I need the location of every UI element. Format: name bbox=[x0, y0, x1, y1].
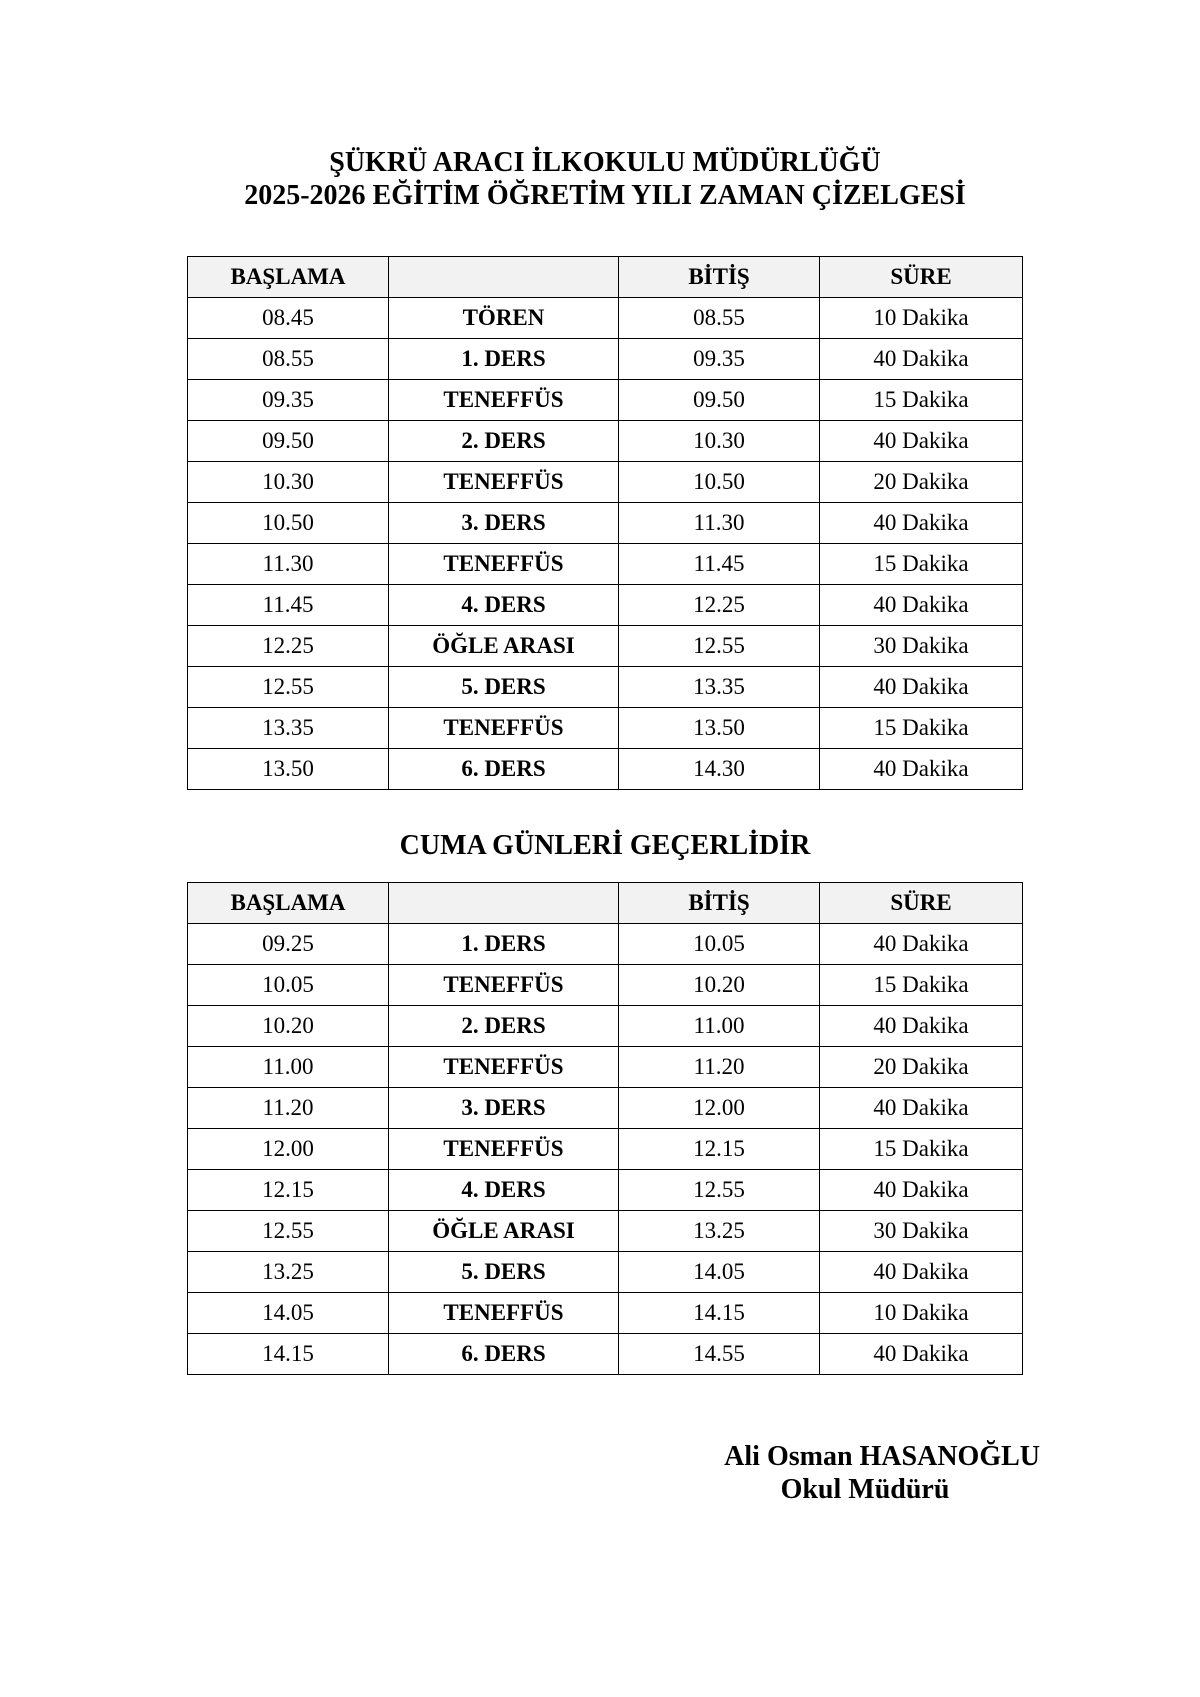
cell-end: 12.25 bbox=[619, 585, 820, 626]
cell-duration: 40 Dakika bbox=[820, 1334, 1023, 1375]
cell-start: 12.55 bbox=[188, 667, 389, 708]
cell-duration: 40 Dakika bbox=[820, 421, 1023, 462]
cell-activity: TÖREN bbox=[389, 298, 619, 339]
table-row bbox=[188, 1211, 1023, 1252]
column-header-duration: SÜRE bbox=[820, 883, 1023, 924]
table-row bbox=[188, 380, 1023, 421]
weekday-schedule-table bbox=[187, 256, 1023, 790]
cell-duration: 10 Dakika bbox=[820, 298, 1023, 339]
cell-activity: 6. DERS bbox=[389, 1334, 619, 1375]
principal-title: Okul Müdürü bbox=[780, 1474, 950, 1505]
friday-section-title: CUMA GÜNLERİ GEÇERLİDİR bbox=[399, 830, 811, 861]
cell-start: 08.55 bbox=[188, 339, 389, 380]
table-row bbox=[188, 708, 1023, 749]
cell-end: 14.30 bbox=[619, 749, 820, 790]
column-header-activity bbox=[389, 883, 619, 924]
table-row bbox=[188, 1129, 1023, 1170]
cell-duration: 15 Dakika bbox=[820, 1129, 1023, 1170]
cell-duration: 40 Dakika bbox=[820, 503, 1023, 544]
cell-duration: 40 Dakika bbox=[820, 924, 1023, 965]
cell-end: 13.25 bbox=[619, 1211, 820, 1252]
column-header-duration: SÜRE bbox=[820, 257, 1023, 298]
column-header-start: BAŞLAMA bbox=[188, 883, 389, 924]
cell-start: 11.20 bbox=[188, 1088, 389, 1129]
table-row bbox=[188, 1170, 1023, 1211]
cell-duration: 40 Dakika bbox=[820, 1252, 1023, 1293]
cell-start: 10.20 bbox=[188, 1006, 389, 1047]
page-title bbox=[0, 146, 1200, 212]
cell-end: 10.05 bbox=[619, 924, 820, 965]
cell-duration: 15 Dakika bbox=[820, 708, 1023, 749]
table-header-row bbox=[188, 883, 1023, 924]
table-row bbox=[188, 503, 1023, 544]
cell-start: 09.35 bbox=[188, 380, 389, 421]
table-row bbox=[188, 1088, 1023, 1129]
cell-end: 09.50 bbox=[619, 380, 820, 421]
table-row bbox=[188, 965, 1023, 1006]
cell-activity: TENEFFÜS bbox=[389, 1129, 619, 1170]
cell-end: 11.45 bbox=[619, 544, 820, 585]
cell-duration: 20 Dakika bbox=[820, 462, 1023, 503]
cell-end: 10.20 bbox=[619, 965, 820, 1006]
cell-end: 12.55 bbox=[619, 1170, 820, 1211]
table-row bbox=[188, 544, 1023, 585]
cell-end: 11.20 bbox=[619, 1047, 820, 1088]
table-row bbox=[188, 298, 1023, 339]
cell-activity: 1. DERS bbox=[389, 924, 619, 965]
column-header-end: BİTİŞ bbox=[619, 883, 820, 924]
cell-start: 14.05 bbox=[188, 1293, 389, 1334]
cell-end: 12.15 bbox=[619, 1129, 820, 1170]
cell-end: 14.15 bbox=[619, 1293, 820, 1334]
cell-duration: 40 Dakika bbox=[820, 339, 1023, 380]
table-row bbox=[188, 585, 1023, 626]
cell-duration: 40 Dakika bbox=[820, 1006, 1023, 1047]
table-row bbox=[188, 339, 1023, 380]
cell-duration: 15 Dakika bbox=[820, 965, 1023, 1006]
cell-activity: TENEFFÜS bbox=[389, 965, 619, 1006]
cell-activity: 4. DERS bbox=[389, 1170, 619, 1211]
cell-duration: 30 Dakika bbox=[820, 1211, 1023, 1252]
schedule-title: 2025-2026 EĞİTİM ÖĞRETİM YILI ZAMAN ÇİZELGESİ bbox=[244, 180, 966, 211]
cell-activity: TENEFFÜS bbox=[389, 380, 619, 421]
cell-start: 11.45 bbox=[188, 585, 389, 626]
cell-activity: 5. DERS bbox=[389, 667, 619, 708]
table-row bbox=[188, 1006, 1023, 1047]
cell-activity: 5. DERS bbox=[389, 1252, 619, 1293]
cell-end: 11.00 bbox=[619, 1006, 820, 1047]
cell-end: 13.50 bbox=[619, 708, 820, 749]
column-header-activity bbox=[389, 257, 619, 298]
cell-duration: 40 Dakika bbox=[820, 1170, 1023, 1211]
cell-duration: 30 Dakika bbox=[820, 626, 1023, 667]
cell-start: 10.50 bbox=[188, 503, 389, 544]
cell-duration: 40 Dakika bbox=[820, 749, 1023, 790]
cell-end: 13.35 bbox=[619, 667, 820, 708]
cell-activity: 3. DERS bbox=[389, 1088, 619, 1129]
cell-start: 13.25 bbox=[188, 1252, 389, 1293]
table-row bbox=[188, 1334, 1023, 1375]
table-row bbox=[188, 749, 1023, 790]
cell-start: 10.30 bbox=[188, 462, 389, 503]
cell-end: 12.00 bbox=[619, 1088, 820, 1129]
cell-end: 11.30 bbox=[619, 503, 820, 544]
cell-end: 14.55 bbox=[619, 1334, 820, 1375]
cell-duration: 40 Dakika bbox=[820, 585, 1023, 626]
cell-activity: TENEFFÜS bbox=[389, 708, 619, 749]
cell-activity: 3. DERS bbox=[389, 503, 619, 544]
cell-end: 10.30 bbox=[619, 421, 820, 462]
cell-activity: 2. DERS bbox=[389, 421, 619, 462]
cell-activity: TENEFFÜS bbox=[389, 1047, 619, 1088]
cell-end: 09.35 bbox=[619, 339, 820, 380]
cell-duration: 10 Dakika bbox=[820, 1293, 1023, 1334]
cell-activity: 4. DERS bbox=[389, 585, 619, 626]
cell-start: 09.50 bbox=[188, 421, 389, 462]
cell-start: 13.35 bbox=[188, 708, 389, 749]
cell-activity: TENEFFÜS bbox=[389, 544, 619, 585]
cell-start: 13.50 bbox=[188, 749, 389, 790]
signature-block bbox=[690, 1440, 1040, 1506]
cell-duration: 40 Dakika bbox=[820, 1088, 1023, 1129]
cell-end: 12.55 bbox=[619, 626, 820, 667]
table-row bbox=[188, 626, 1023, 667]
column-header-start: BAŞLAMA bbox=[188, 257, 389, 298]
cell-start: 14.15 bbox=[188, 1334, 389, 1375]
table-row bbox=[188, 1047, 1023, 1088]
cell-start: 12.00 bbox=[188, 1129, 389, 1170]
table-row bbox=[188, 924, 1023, 965]
cell-activity: TENEFFÜS bbox=[389, 1293, 619, 1334]
cell-activity: 6. DERS bbox=[389, 749, 619, 790]
school-name: ŞÜKRÜ ARACI İLKOKULU MÜDÜRLÜĞÜ bbox=[329, 147, 881, 178]
cell-duration: 15 Dakika bbox=[820, 544, 1023, 585]
cell-start: 10.05 bbox=[188, 965, 389, 1006]
cell-start: 11.30 bbox=[188, 544, 389, 585]
column-header-end: BİTİŞ bbox=[619, 257, 820, 298]
cell-duration: 15 Dakika bbox=[820, 380, 1023, 421]
cell-end: 08.55 bbox=[619, 298, 820, 339]
cell-start: 08.45 bbox=[188, 298, 389, 339]
cell-activity: 2. DERS bbox=[389, 1006, 619, 1047]
cell-duration: 40 Dakika bbox=[820, 667, 1023, 708]
cell-start: 09.25 bbox=[188, 924, 389, 965]
table-header-row bbox=[188, 257, 1023, 298]
cell-duration: 20 Dakika bbox=[820, 1047, 1023, 1088]
cell-start: 12.15 bbox=[188, 1170, 389, 1211]
table-row bbox=[188, 1293, 1023, 1334]
table-row bbox=[188, 462, 1023, 503]
cell-start: 11.00 bbox=[188, 1047, 389, 1088]
cell-activity: 1. DERS bbox=[389, 339, 619, 380]
table-row bbox=[188, 1252, 1023, 1293]
table-row bbox=[188, 667, 1023, 708]
cell-activity: ÖĞLE ARASI bbox=[389, 626, 619, 667]
friday-schedule-table bbox=[187, 882, 1023, 1375]
cell-activity: TENEFFÜS bbox=[389, 462, 619, 503]
cell-start: 12.25 bbox=[188, 626, 389, 667]
cell-end: 14.05 bbox=[619, 1252, 820, 1293]
cell-activity: ÖĞLE ARASI bbox=[389, 1211, 619, 1252]
cell-end: 10.50 bbox=[619, 462, 820, 503]
principal-name: Ali Osman HASANOĞLU bbox=[724, 1441, 1040, 1472]
cell-start: 12.55 bbox=[188, 1211, 389, 1252]
table-row bbox=[188, 421, 1023, 462]
